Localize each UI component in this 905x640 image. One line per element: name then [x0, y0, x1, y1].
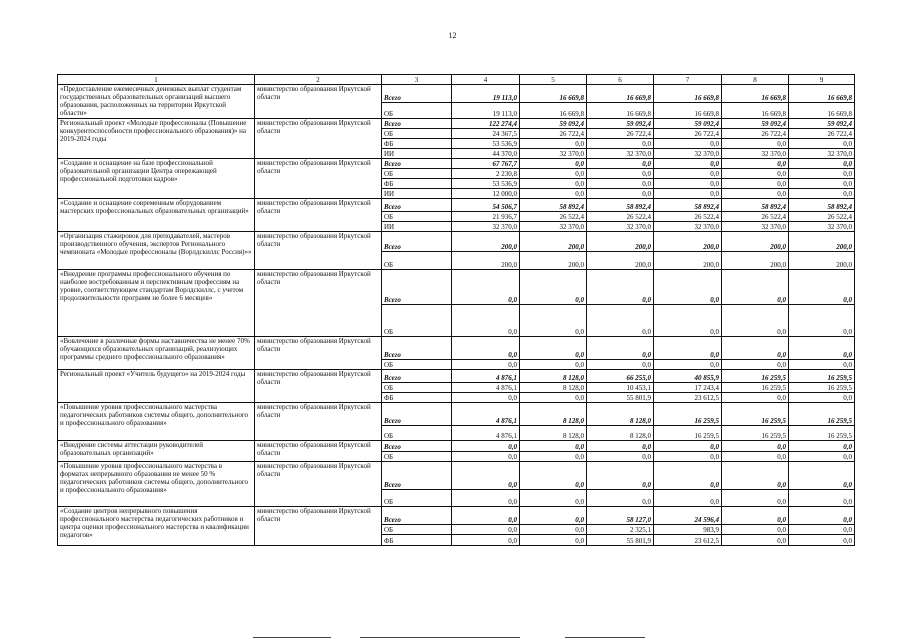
amount-cell: 32 370,0	[722, 149, 789, 159]
amount-cell: 0,0	[587, 169, 654, 179]
amount-cell: 44 370,0	[452, 149, 520, 159]
activity-name: Региональный проект «Молодые профессионалы (Повышение конкурентоспособности профессионального образования)» на 2019-2024 годы	[58, 119, 255, 159]
amount-cell: 0,0	[452, 337, 520, 360]
amount-cell: 0,0	[789, 462, 855, 490]
amount-cell: 0,0	[587, 490, 654, 507]
amount-cell: 0,0	[520, 337, 587, 360]
amount-cell: 32 370,0	[587, 222, 654, 232]
amount-cell: 32 370,0	[587, 149, 654, 159]
amount-cell: 0,0	[789, 159, 855, 169]
amount-cell: 200,0	[789, 252, 855, 270]
amount-cell: 0,0	[722, 305, 789, 337]
amount-cell: 200,0	[587, 252, 654, 270]
amount-cell: 0,0	[789, 305, 855, 337]
header-cell: 2	[255, 75, 382, 85]
amount-cell: 0,0	[654, 360, 722, 370]
amount-cell: 32 370,0	[789, 149, 855, 159]
amount-cell: 16 669,8	[789, 85, 855, 103]
amount-cell: 24 367,5	[452, 129, 520, 139]
amount-cell: 16 669,8	[654, 85, 722, 103]
executor: министерство образования Иркутской области	[255, 199, 382, 232]
amount-cell: 0,0	[587, 462, 654, 490]
amount-cell: 0,0	[587, 270, 654, 305]
amount-cell: 16 669,8	[789, 103, 855, 119]
amount-cell: 0,0	[789, 507, 855, 525]
funding-source: Всего	[382, 370, 452, 383]
amount-cell: 0,0	[722, 179, 789, 189]
amount-cell: 0,0	[722, 189, 789, 199]
amount-cell: 0,0	[789, 490, 855, 507]
amount-cell: 16 259,5	[722, 383, 789, 393]
amount-cell: 0,0	[520, 393, 587, 403]
funding-source: Всего	[382, 119, 452, 129]
amount-cell: 26 522,4	[587, 212, 654, 222]
funding-source: ИИ	[382, 149, 452, 159]
footer-rule-center	[360, 637, 520, 638]
amount-cell: 54 506,7	[452, 199, 520, 212]
amount-cell: 0,0	[654, 159, 722, 169]
amount-cell: 40 855,9	[654, 370, 722, 383]
funding-source: Всего	[382, 199, 452, 212]
amount-cell: 0,0	[520, 159, 587, 169]
amount-cell: 32 370,0	[520, 222, 587, 232]
funding-source: ФБ	[382, 393, 452, 403]
amount-cell: 16 669,8	[520, 85, 587, 103]
amount-cell: 0,0	[452, 462, 520, 490]
amount-cell: 2 230,8	[452, 169, 520, 179]
amount-cell: 0,0	[520, 305, 587, 337]
funding-source: ОБ	[382, 129, 452, 139]
amount-cell: 0,0	[722, 270, 789, 305]
amount-cell: 0,0	[520, 525, 587, 535]
amount-cell: 0,0	[722, 507, 789, 525]
amount-cell: 32 370,0	[789, 222, 855, 232]
amount-cell: 0,0	[520, 270, 587, 305]
amount-cell: 0,0	[452, 305, 520, 337]
amount-cell: 0,0	[789, 360, 855, 370]
amount-cell: 0,0	[587, 139, 654, 149]
amount-cell: 53 536,9	[452, 179, 520, 189]
amount-cell: 58 892,4	[789, 199, 855, 212]
header-cell: 5	[520, 75, 587, 85]
funding-source: ОБ	[382, 525, 452, 535]
header-cell: 3	[382, 75, 452, 85]
funding-source: ФБ	[382, 535, 452, 546]
amount-cell: 0,0	[789, 169, 855, 179]
table-row	[58, 507, 855, 525]
amount-cell: 0,0	[722, 490, 789, 507]
amount-cell: 0,0	[654, 179, 722, 189]
amount-cell: 10 453,1	[587, 383, 654, 393]
amount-cell: 200,0	[654, 232, 722, 252]
header-cell: 9	[789, 75, 855, 85]
activity-name: Региональный проект «Учитель будущего» на 2019-2024 годы	[58, 370, 255, 403]
header-cell: 4	[452, 75, 520, 85]
activity-name: «Повышение уровня профессионального мастерства в форматах непрерывного образования не менее 50 % педагогических работников системы общего, дополнительного и профессионального образования»	[58, 462, 255, 507]
amount-cell: 24 596,4	[654, 507, 722, 525]
amount-cell: 2 325,1	[587, 525, 654, 535]
amount-cell: 122 274,4	[452, 119, 520, 129]
amount-cell: 0,0	[722, 337, 789, 360]
amount-cell: 0,0	[722, 441, 789, 452]
amount-cell: 32 370,0	[722, 222, 789, 232]
footer-rule-left	[253, 637, 331, 638]
amount-cell: 0,0	[789, 337, 855, 360]
amount-cell: 21 936,7	[452, 212, 520, 222]
activity-name: «Повышение уровня профессионального мастерства педагогических работников системы общего, дополнительного и профессионального образования»	[58, 403, 255, 441]
amount-cell: 0,0	[654, 490, 722, 507]
amount-cell: 0,0	[587, 179, 654, 189]
amount-cell: 0,0	[520, 452, 587, 462]
amount-cell: 4 876,1	[452, 383, 520, 393]
amount-cell: 66 255,0	[587, 370, 654, 383]
amount-cell: 16 669,8	[722, 85, 789, 103]
amount-cell: 59 092,4	[654, 119, 722, 129]
amount-cell: 16 259,5	[789, 426, 855, 441]
amount-cell: 0,0	[520, 360, 587, 370]
table-row	[58, 159, 855, 169]
amount-cell: 19 113,0	[452, 85, 520, 103]
amount-cell: 0,0	[452, 535, 520, 546]
amount-cell: 58 892,4	[520, 199, 587, 212]
funding-source: ОБ	[382, 383, 452, 393]
funding-source: ФБ	[382, 179, 452, 189]
table-row	[58, 199, 855, 212]
amount-cell: 0,0	[452, 452, 520, 462]
amount-cell: 59 092,4	[520, 119, 587, 129]
amount-cell: 4 876,1	[452, 403, 520, 426]
amount-cell: 16 669,8	[722, 103, 789, 119]
amount-cell: 0,0	[722, 360, 789, 370]
header-cell: 6	[587, 75, 654, 85]
amount-cell: 0,0	[789, 139, 855, 149]
executor: министерство образования Иркутской области	[255, 337, 382, 370]
amount-cell: 0,0	[520, 507, 587, 525]
amount-cell: 0,0	[722, 535, 789, 546]
amount-cell: 0,0	[452, 507, 520, 525]
amount-cell: 4 876,1	[452, 370, 520, 383]
amount-cell: 0,0	[654, 441, 722, 452]
amount-cell: 200,0	[520, 252, 587, 270]
amount-cell: 8 128,0	[520, 383, 587, 393]
amount-cell: 0,0	[452, 360, 520, 370]
amount-cell: 0,0	[587, 337, 654, 360]
amount-cell: 26 522,4	[789, 212, 855, 222]
amount-cell: 17 243,4	[654, 383, 722, 393]
amount-cell: 23 612,5	[654, 535, 722, 546]
activity-name: «Создание и оснащение на базе профессиональной образовательной организации Центра опережающей профессиональной подготовки кадров»	[58, 159, 255, 199]
amount-cell: 8 128,0	[520, 403, 587, 426]
executor: министерство образования Иркутской области	[255, 507, 382, 546]
amount-cell: 0,0	[587, 159, 654, 169]
table-row	[58, 462, 855, 490]
funding-source: Всего	[382, 507, 452, 525]
funding-source: Всего	[382, 337, 452, 360]
amount-cell: 16 259,5	[789, 383, 855, 393]
amount-cell: 0,0	[654, 305, 722, 337]
budget-table	[57, 74, 855, 546]
amount-cell: 0,0	[654, 139, 722, 149]
amount-cell: 0,0	[520, 169, 587, 179]
amount-cell: 53 536,9	[452, 139, 520, 149]
amount-cell: 26 722,4	[587, 129, 654, 139]
amount-cell: 8 128,0	[587, 403, 654, 426]
amount-cell: 32 370,0	[654, 222, 722, 232]
funding-source: ОБ	[382, 426, 452, 441]
amount-cell: 0,0	[654, 169, 722, 179]
amount-cell: 200,0	[452, 232, 520, 252]
executor: министерство образования Иркутской области	[255, 462, 382, 507]
amount-cell: 0,0	[722, 159, 789, 169]
amount-cell: 0,0	[789, 393, 855, 403]
amount-cell: 200,0	[587, 232, 654, 252]
amount-cell: 0,0	[722, 169, 789, 179]
executor: министерство образования Иркутской области	[255, 159, 382, 199]
activity-name: «Внедрение системы аттестации руководителей образовательных организаций»	[58, 441, 255, 462]
amount-cell: 0,0	[789, 270, 855, 305]
amount-cell: 26 522,4	[722, 212, 789, 222]
amount-cell: 0,0	[452, 270, 520, 305]
amount-cell: 26 722,4	[789, 129, 855, 139]
header-cell: 8	[722, 75, 789, 85]
amount-cell: 16 669,8	[654, 103, 722, 119]
amount-cell: 983,9	[654, 525, 722, 535]
amount-cell: 0,0	[654, 270, 722, 305]
funding-source: Всего	[382, 232, 452, 252]
amount-cell: 0,0	[587, 305, 654, 337]
amount-cell: 0,0	[654, 452, 722, 462]
amount-cell: 200,0	[789, 232, 855, 252]
amount-cell: 26 522,4	[520, 212, 587, 222]
amount-cell: 200,0	[520, 232, 587, 252]
amount-cell: 0,0	[587, 360, 654, 370]
amount-cell: 200,0	[722, 232, 789, 252]
table-row	[58, 370, 855, 383]
funding-source: Всего	[382, 462, 452, 490]
amount-cell: 0,0	[587, 189, 654, 199]
funding-source: ИИ	[382, 189, 452, 199]
amount-cell: 16 669,8	[587, 85, 654, 103]
funding-source: ОБ	[382, 103, 452, 119]
amount-cell: 0,0	[789, 189, 855, 199]
amount-cell: 0,0	[587, 452, 654, 462]
amount-cell: 58 892,4	[587, 199, 654, 212]
amount-cell: 8 128,0	[520, 426, 587, 441]
activity-name: «Вовлечение в различные формы наставничества не менее 70% обучающихся образовательных организаций, реализующих программы среднего профессионального образования»	[58, 337, 255, 370]
amount-cell: 0,0	[654, 189, 722, 199]
amount-cell: 8 128,0	[520, 370, 587, 383]
amount-cell: 0,0	[520, 462, 587, 490]
table-row	[58, 403, 855, 426]
executor: министерство образования Иркутской области	[255, 119, 382, 159]
funding-source: Всего	[382, 441, 452, 452]
amount-cell: 58 892,4	[654, 199, 722, 212]
funding-source: ИИ	[382, 222, 452, 232]
footer-rule-right	[565, 637, 645, 638]
amount-cell: 0,0	[654, 337, 722, 360]
activity-name: «Организация стажировок для преподавателей, мастеров производственного обучения, экспертов Регионального чемпионата «Молодые профессионалы (Ворлдскиллс Россия)»»	[58, 232, 255, 270]
amount-cell: 16 669,8	[587, 103, 654, 119]
amount-cell: 0,0	[654, 462, 722, 490]
amount-cell: 0,0	[789, 179, 855, 189]
amount-cell: 0,0	[722, 139, 789, 149]
amount-cell: 26 722,4	[520, 129, 587, 139]
amount-cell: 200,0	[654, 252, 722, 270]
page-number: 12	[448, 31, 457, 40]
table-row	[58, 441, 855, 452]
table-row	[58, 337, 855, 360]
amount-cell: 0,0	[789, 441, 855, 452]
amount-cell: 16 259,5	[654, 426, 722, 441]
funding-source: ФБ	[382, 139, 452, 149]
executor: министерство образования Иркутской области	[255, 270, 382, 337]
table-row	[58, 85, 855, 103]
funding-source: Всего	[382, 403, 452, 426]
amount-cell: 0,0	[452, 525, 520, 535]
amount-cell: 200,0	[722, 252, 789, 270]
amount-cell: 0,0	[789, 525, 855, 535]
amount-cell: 16 259,5	[654, 403, 722, 426]
amount-cell: 16 669,8	[520, 103, 587, 119]
funding-source: Всего	[382, 159, 452, 169]
amount-cell: 0,0	[722, 525, 789, 535]
amount-cell: 58 127,0	[587, 507, 654, 525]
amount-cell: 0,0	[520, 179, 587, 189]
amount-cell: 58 892,4	[722, 199, 789, 212]
amount-cell: 0,0	[587, 441, 654, 452]
header-cell: 1	[58, 75, 255, 85]
amount-cell: 16 259,5	[722, 426, 789, 441]
table-row	[58, 270, 855, 305]
amount-cell: 32 370,0	[452, 222, 520, 232]
header-cell: 7	[654, 75, 722, 85]
amount-cell: 0,0	[722, 452, 789, 462]
funding-source: ОБ	[382, 169, 452, 179]
amount-cell: 19 113,0	[452, 103, 520, 119]
amount-cell: 0,0	[789, 535, 855, 546]
amount-cell: 200,0	[452, 252, 520, 270]
amount-cell: 12 000,0	[452, 189, 520, 199]
amount-cell: 0,0	[452, 490, 520, 507]
table-row	[58, 119, 855, 129]
amount-cell: 16 259,5	[722, 370, 789, 383]
amount-cell: 0,0	[520, 441, 587, 452]
funding-source: Всего	[382, 270, 452, 305]
amount-cell: 16 259,5	[789, 370, 855, 383]
funding-source: ОБ	[382, 212, 452, 222]
amount-cell: 55 801,9	[587, 535, 654, 546]
amount-cell: 0,0	[789, 452, 855, 462]
amount-cell: 59 092,4	[587, 119, 654, 129]
amount-cell: 32 370,0	[520, 149, 587, 159]
activity-name: «Создание и оснащение современным оборудованием мастерских профессиональных образовательных организаций»	[58, 199, 255, 232]
executor: министерство образования Иркутской области	[255, 441, 382, 462]
funding-source: ОБ	[382, 360, 452, 370]
amount-cell: 8 128,0	[587, 426, 654, 441]
executor: министерство образования Иркутской области	[255, 232, 382, 270]
activity-name: «Внедрение программы профессионального обучения по наиболее востребованным и перспективным профессиям на уровне, соответствующем стандартам Ворлдскиллс, с учетом продолжительности программ не более 6 месяцев»	[58, 270, 255, 337]
amount-cell: 0,0	[520, 490, 587, 507]
executor: министерство образования Иркутской области	[255, 370, 382, 403]
funding-source: ОБ	[382, 490, 452, 507]
amount-cell: 16 259,5	[722, 403, 789, 426]
amount-cell: 4 876,1	[452, 426, 520, 441]
executor: министерство образования Иркутской области	[255, 85, 382, 119]
amount-cell: 67 767,7	[452, 159, 520, 169]
amount-cell: 0,0	[452, 441, 520, 452]
amount-cell: 26 722,4	[654, 129, 722, 139]
amount-cell: 0,0	[452, 393, 520, 403]
funding-source: ОБ	[382, 252, 452, 270]
amount-cell: 55 801,9	[587, 393, 654, 403]
amount-cell: 0,0	[722, 462, 789, 490]
funding-source: Всего	[382, 85, 452, 103]
amount-cell: 23 612,5	[654, 393, 722, 403]
amount-cell: 0,0	[520, 535, 587, 546]
amount-cell: 32 370,0	[654, 149, 722, 159]
amount-cell: 26 722,4	[722, 129, 789, 139]
amount-cell: 16 259,5	[789, 403, 855, 426]
executor: министерство образования Иркутской области	[255, 403, 382, 441]
amount-cell: 0,0	[722, 393, 789, 403]
funding-source: ОБ	[382, 452, 452, 462]
activity-name: «Создание центров непрерывного повышения профессионального мастерства педагогических работников и центра оценки профессионального мастерства и квалификации педагогов»	[58, 507, 255, 546]
amount-cell: 59 092,4	[722, 119, 789, 129]
amount-cell: 0,0	[520, 139, 587, 149]
table-row	[58, 232, 855, 252]
amount-cell: 0,0	[520, 189, 587, 199]
funding-source: ОБ	[382, 305, 452, 337]
header-row	[58, 75, 855, 85]
activity-name: «Предоставление ежемесячных денежных выплат студентам государственных образовательных организаций высшего образования, расположенных на территории Иркутской области»	[58, 85, 255, 119]
amount-cell: 26 522,4	[654, 212, 722, 222]
amount-cell: 59 092,4	[789, 119, 855, 129]
